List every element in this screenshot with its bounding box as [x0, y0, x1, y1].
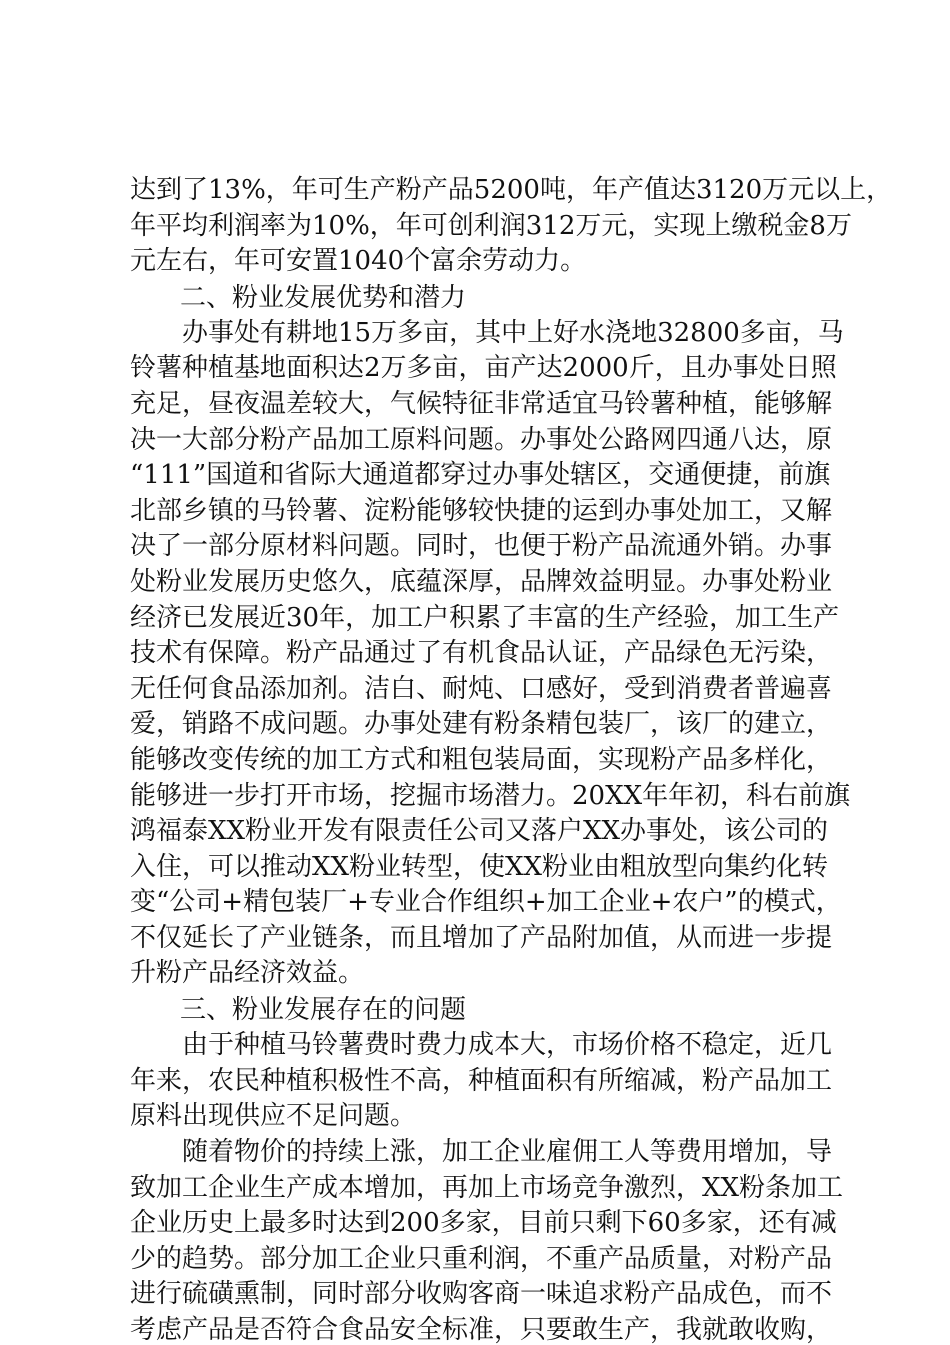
paragraph-line: 能够进一步打开市场，挖掘市场潜力。20XX年年初，科右前旗 [130, 781, 851, 811]
paragraph-line: 无任何食品添加剂。洁白、耐炖、口感好，受到消费者普遍喜 [130, 674, 833, 704]
paragraph-line: 经济已发展近30年，加工户积累了丰富的生产经验，加工生产 [130, 603, 840, 633]
paragraph-line: 年来，农民种植积极性不高，种植面积有所缩减，粉产品加工 [130, 1066, 833, 1096]
section-heading: 二、粉业发展优势和潜力 [180, 283, 467, 313]
paragraph-line: 铃薯种植基地面积达2万多亩，亩产达2000斤，且办事处日照 [130, 353, 837, 383]
paragraph-line: 年平均利润率为10%，年可创利润312万元，实现上缴税金8万 [130, 211, 852, 241]
paragraph-line: 鸿福泰XX粉业开发有限责任公司又落户XX办事处，该公司的 [130, 816, 829, 846]
paragraph-line: 变“公司+精包装厂+专业合作组织+加工企业+农户”的模式， [130, 887, 842, 917]
paragraph-line: 元左右，年可安置1040个富余劳动力。 [130, 246, 587, 276]
paragraph-line: 由于种植马铃薯费时费力成本大，市场价格不稳定，近几 [182, 1030, 833, 1060]
paragraph-line: 考虑产品是否符合食品安全标准，只要敢生产，我就敢收购， [130, 1315, 833, 1345]
paragraph-line: 决了一部分原材料问题。同时，也便于粉产品流通外销。办事 [130, 531, 833, 561]
paragraph-line: 爱，销路不成问题。办事处建有粉条精包装厂，该厂的建立， [130, 709, 833, 739]
paragraph-line: 少的趋势。部分加工企业只重利润，不重产品质量，对粉产品 [130, 1244, 833, 1274]
paragraph-line: 充足，昼夜温差较大，气候特征非常适宜马铃薯种植，能够解 [130, 389, 833, 419]
paragraph-line: 不仅延长了产业链条，而且增加了产品附加值，从而进一步提 [130, 923, 833, 953]
paragraph-line: 达到了13%，年可生产粉产品5200吨，年产值达3120万元以上， [130, 175, 893, 205]
paragraph-line: 原料出现供应不足问题。 [130, 1101, 417, 1131]
paragraph-line: 办事处有耕地15万多亩，其中上好水浇地32800多亩，马 [182, 318, 844, 348]
paragraph-line: 随着物价的持续上涨，加工企业雇佣工人等费用增加，导 [182, 1137, 833, 1167]
paragraph-line: 升粉产品经济效益。 [130, 958, 365, 988]
paragraph-line: 处粉业发展历史悠久，底蕴深厚，品牌效益明显。办事处粉业 [130, 567, 833, 597]
paragraph-line: 入住，可以推动XX粉业转型，使XX粉业由粗放型向集约化转 [130, 852, 829, 882]
paragraph-line: 决一大部分粉产品加工原料问题。办事处公路网四通八达，原 [130, 425, 833, 455]
section-heading: 三、粉业发展存在的问题 [180, 995, 467, 1025]
paragraph-line: 北部乡镇的马铃薯、淀粉能够较快捷的运到办事处加工，又解 [130, 496, 833, 526]
paragraph-line: 进行硫磺熏制，同时部分收购客商一味追求粉产品成色，而不 [130, 1279, 833, 1309]
paragraph-line: 企业历史上最多时达到200多家，目前只剩下60多家，还有减 [130, 1208, 837, 1238]
paragraph-line: “111”国道和省际大通道都穿过办事处辖区，交通便捷，前旗 [130, 460, 831, 490]
paragraph-line: 能够改变传统的加工方式和粗包装局面，实现粉产品多样化， [130, 745, 833, 775]
paragraph-line: 致加工企业生产成本增加，再加上市场竞争激烈，XX粉条加工 [130, 1173, 844, 1203]
paragraph-line: 技术有保障。粉产品通过了有机食品认证，产品绿色无污染， [130, 638, 833, 668]
